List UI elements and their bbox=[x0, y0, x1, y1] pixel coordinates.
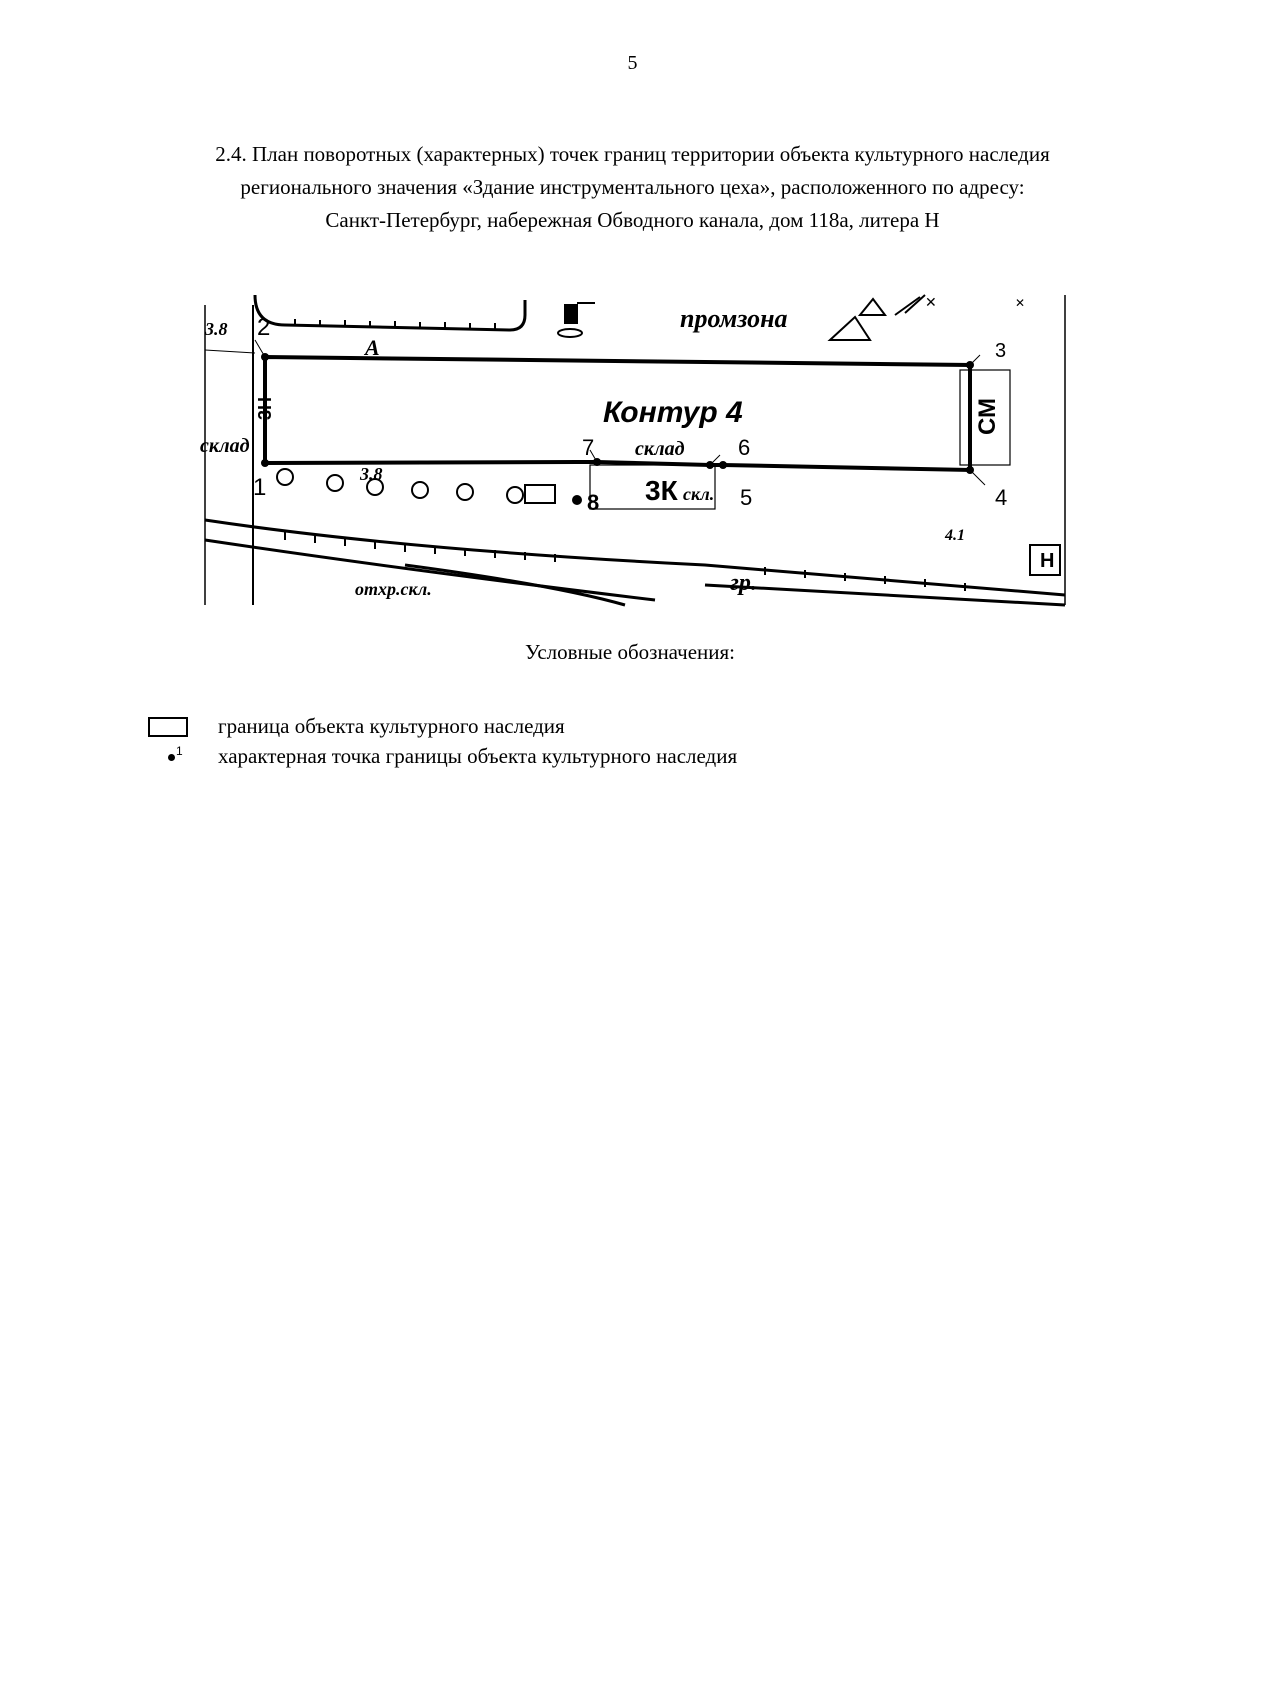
legend-title: Условные обозначения: bbox=[524, 640, 736, 664]
point-8-dot bbox=[572, 495, 582, 505]
legend-item-boundary bbox=[140, 712, 565, 740]
contour-label: Контур 4 bbox=[603, 396, 743, 429]
elevation-label: 3.8 bbox=[360, 464, 383, 484]
point-3-label: 3 bbox=[995, 340, 1007, 362]
title-line-1: 2.4. План поворотных (характерных) точек границ территории объекта культурного наследия bbox=[215, 142, 1050, 166]
slope-symbols bbox=[830, 295, 925, 340]
road-edge-left bbox=[205, 350, 255, 353]
boundary-symbol bbox=[140, 712, 218, 740]
point-1-dot bbox=[261, 459, 269, 467]
point-4-label: 4 bbox=[995, 485, 1008, 510]
point-symbol bbox=[140, 742, 218, 770]
building-label-zn: 3Н bbox=[255, 396, 275, 420]
area-label-gr: гр. bbox=[730, 570, 757, 596]
tree-symbols bbox=[277, 469, 523, 503]
vegetation-mark: ✕ bbox=[925, 296, 937, 311]
point-1-label: 1 bbox=[253, 474, 267, 501]
boundary-map bbox=[200, 295, 1065, 605]
road-label-a: А bbox=[365, 335, 380, 360]
point-5-dot bbox=[719, 461, 727, 469]
page-number: 5 bbox=[627, 52, 638, 74]
map-canvas bbox=[200, 295, 1065, 605]
title-line-3: Санкт-Петербург, набережная Обводного канала, дом 118а, литера Н bbox=[325, 208, 940, 232]
point-symbol-number: 1 bbox=[176, 744, 183, 758]
zone-label-promzona: промзона bbox=[680, 304, 788, 333]
legend-item-point bbox=[140, 742, 737, 770]
point-7-label: 7 bbox=[582, 435, 595, 460]
legend-point-text: характерная точка границы объекта культурного наследия bbox=[218, 743, 738, 768]
legend-boundary-text: граница объекта культурного наследия bbox=[218, 713, 565, 738]
building-label-zk: 3К bbox=[645, 475, 678, 506]
point-6-label: 6 bbox=[738, 435, 751, 460]
point-2-label: 2 bbox=[257, 314, 271, 341]
building-label-skl: скл. bbox=[683, 484, 715, 504]
area-label-otkhr-skl: отхр.скл. bbox=[355, 579, 432, 599]
page-title bbox=[130, 138, 1135, 237]
small-building-symbol bbox=[525, 485, 555, 503]
title-line-2: регионального значения «Здание инструментального цеха», расположенного по адресу: bbox=[240, 175, 1025, 199]
building-label-sklad-left: склад bbox=[200, 435, 250, 457]
elevation-label: 3.8 bbox=[205, 319, 228, 339]
structure-symbol-top bbox=[558, 303, 595, 337]
point-8-label: 8 bbox=[587, 490, 600, 515]
elevation-label: 4.1 bbox=[945, 527, 965, 544]
building-label-sklad: склад bbox=[635, 438, 685, 460]
vegetation-mark: ✕ bbox=[1015, 296, 1026, 310]
railway-lines bbox=[205, 520, 1065, 605]
building-label-n: Н bbox=[1040, 550, 1055, 572]
building-label-sm: СМ bbox=[974, 397, 1001, 435]
point-5-label: 5 bbox=[740, 485, 753, 510]
